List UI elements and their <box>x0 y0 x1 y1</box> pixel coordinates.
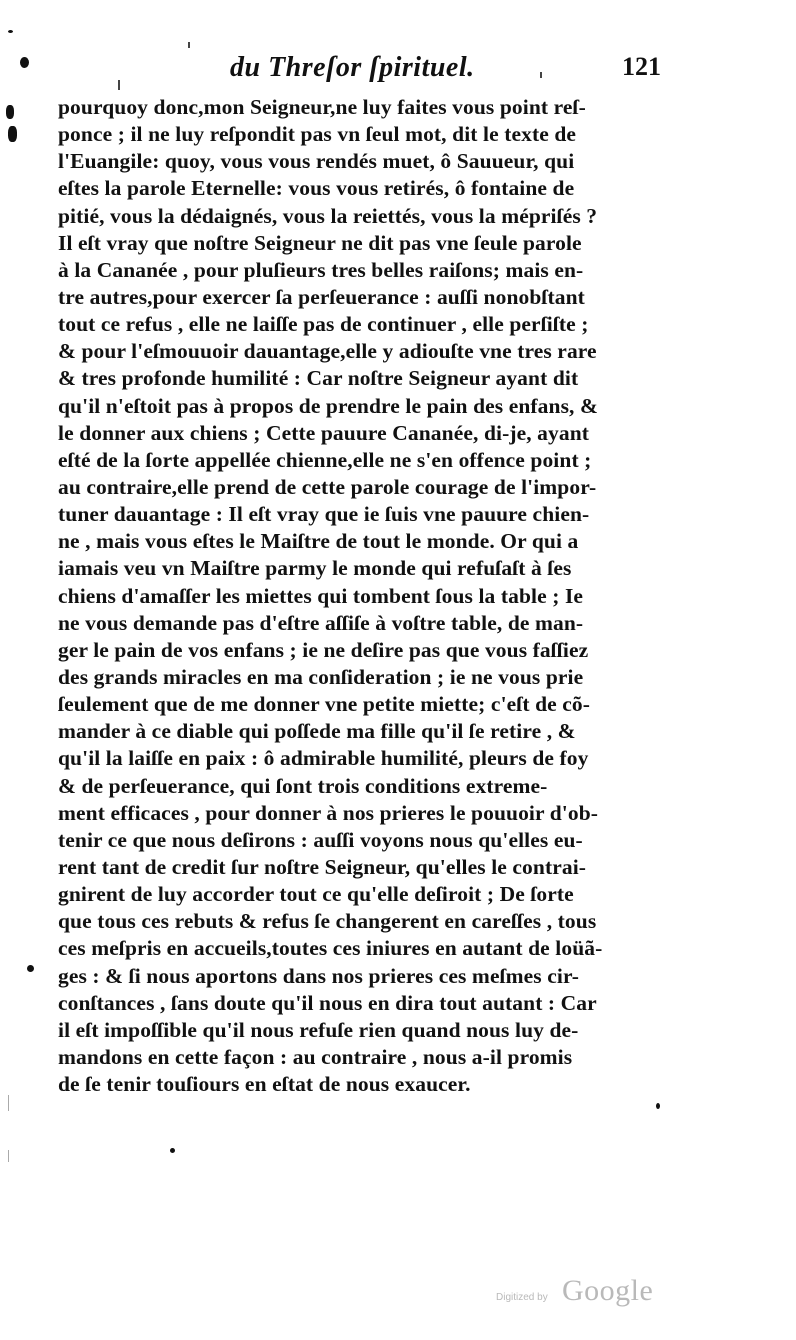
text-line: ne , mais vous eſtes le Maiſtre de tout le monde. Or qui a <box>58 529 579 554</box>
running-head <box>230 52 670 92</box>
text-line: ges : & ſi nous aportons dans nos prieres ces meſmes cir- <box>58 963 580 988</box>
text-line: tenir ce que nous deſirons : auſſi voyons nous qu'elles eu- <box>58 827 583 852</box>
text-line: pitié, vous la dédaignés, vous la reiettés, vous la mépriſés ? <box>58 203 598 228</box>
ink-spot <box>27 965 34 972</box>
text-line: il eſt impoſſible qu'il nous refuſe rien quand nous luy de- <box>58 1017 579 1042</box>
margin-tick <box>8 1150 9 1162</box>
text-line: de ſe tenir touſiours en eſtat de nous exaucer. <box>58 1072 471 1097</box>
ink-spot <box>20 57 29 68</box>
text-line: & tres profonde humilité : Car noſtre Seigneur ayant dit <box>58 366 579 391</box>
text-line: ces meſpris en accueils,toutes ces iniures en autant de loüã- <box>58 936 603 961</box>
text-line: ſeulement que de me donner vne petite miette; c'eſt de cõ- <box>58 692 591 717</box>
text-line: au contraire,elle prend de cette parole courage de l'impor- <box>58 474 597 499</box>
text-line: & pour l'eſmouuoir dauantage,elle y adiouſte vne tres rare <box>58 339 597 364</box>
text-line: des grands miracles en ma conſideration ; ie ne vous prie <box>58 664 584 689</box>
margin-tick <box>8 1095 9 1111</box>
running-title: du Threſor ſpirituel. <box>230 52 475 83</box>
page-number: 121 <box>622 52 661 81</box>
text-line: ne vous demande pas d'eſtre aſſiſe à voſtre table, de man- <box>58 610 584 635</box>
ink-spot <box>656 1103 660 1109</box>
text-line: qu'il n'eſtoit pas à propos de prendre le pain des enfans, & <box>58 393 599 418</box>
margin-tick <box>118 80 120 90</box>
text-line: l'Euangile: quoy, vous vous rendés muet, ô Sauueur, qui <box>58 149 575 174</box>
text-line: que tous ces rebuts & refus ſe changerent en careſſes , tous <box>58 909 597 934</box>
text-line: eſté de la ſorte appellée chienne,elle ne s'en offence point ; <box>58 447 592 472</box>
text-line: conſtances , ſans doute qu'il nous en dira tout autant : Car <box>58 990 597 1015</box>
text-line: eſtes la parole Eternelle: vous vous retirés, ô fontaine de <box>58 176 575 201</box>
text-line: qu'il la laiſſe en paix : ô admirable humilité, pleurs de foy <box>58 746 589 771</box>
ink-spot <box>170 1148 175 1153</box>
text-line: mander à ce diable qui poſſede ma fille qu'il ſe retire , & <box>58 719 576 744</box>
text-line: tuner dauantage : Il eſt vray que ie ſuis vne pauure chien- <box>58 502 590 527</box>
ink-spot <box>8 126 17 142</box>
text-line: & de perſeuerance, qui ſont trois conditions extreme- <box>58 773 548 798</box>
watermark-small-text: Digitized by <box>496 1292 548 1303</box>
text-line: rent tant de credit ſur noſtre Seigneur, qu'elles le contrai- <box>58 854 587 879</box>
margin-tick <box>188 42 190 48</box>
text-line: chiens d'amaſſer les miettes qui tombent ſous la table ; Ie <box>58 583 584 608</box>
text-line: tout ce refus , elle ne laiſſe pas de continuer , elle perſiſte ; <box>58 312 589 337</box>
text-line: le donner aux chiens ; Cette pauure Cananée, di-je, ayant <box>58 420 590 445</box>
body-text <box>58 94 680 1098</box>
text-line: ponce ; il ne luy reſpondit pas vn ſeul mot, dit le texte de <box>58 122 577 147</box>
digitized-by-google-watermark <box>496 1272 666 1312</box>
text-line: à la Cananée , pour pluſieurs tres belles raiſons; mais en- <box>58 257 584 282</box>
text-line: gnirent de luy accorder tout ce qu'elle deſiroit ; De ſorte <box>58 882 574 907</box>
text-line: pourquoy donc,mon Seigneur,ne luy faites vous point reſ- <box>58 95 586 119</box>
text-line: ment efficaces , pour donner à nos prieres le pouuoir d'ob- <box>58 800 599 825</box>
google-logo: Google <box>562 1274 654 1307</box>
text-line: iamais veu vn Maiſtre parmy le monde qui refuſaſt à ſes <box>58 556 572 581</box>
ink-spot <box>6 105 14 119</box>
text-line: ger le pain de vos enfans ; ie ne deſire pas que vous faſſiez <box>58 637 589 662</box>
text-line: tre autres,pour exercer ſa perſeuerance : auſſi nonobſtant <box>58 284 585 309</box>
text-line: Il eſt vray que noſtre Seigneur ne dit pas vne ſeule parole <box>58 230 582 255</box>
text-line: mandons en cette façon : au contraire , nous a-il promis <box>58 1044 573 1069</box>
ink-spot <box>8 30 13 33</box>
